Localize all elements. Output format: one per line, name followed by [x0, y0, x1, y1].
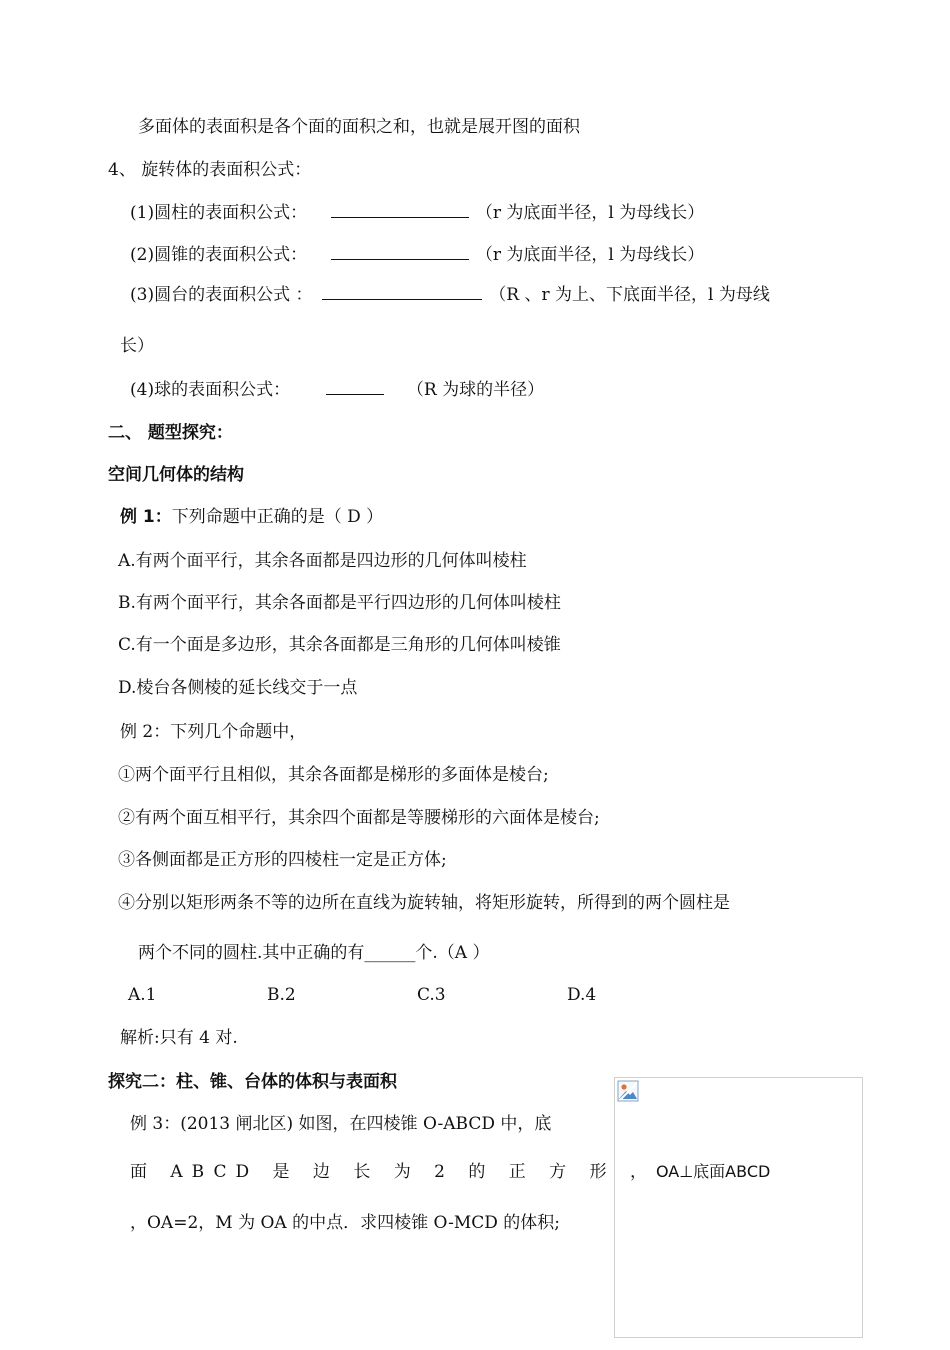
example-3-line-3: ，OA=2，M 为 OA 的中点．求四棱锥 O-MCD 的体积; — [130, 1213, 560, 1233]
example-2-option-a: A.1 — [128, 985, 157, 1005]
formula-frustum-label: (3)圆台的表面积公式 ： — [130, 285, 313, 305]
example-2-statement-4-continued: 两个不同的圆柱.其中正确的有______个.（A ） — [138, 943, 490, 963]
example-3-line-2-formula: OA⊥底面ABCD — [655, 1162, 771, 1181]
formula-cylinder-label: (1)圆柱的表面积公式： — [130, 203, 308, 223]
formula-cone — [130, 243, 704, 266]
example-2-analysis: 解析:只有 4 对. — [120, 1028, 238, 1048]
formula-frustum-blank[interactable] — [322, 283, 482, 300]
example-1-option-c: C.有一个面是多边形，其余各面都是三角形的几何体叫棱锥 — [118, 635, 561, 655]
formula-sphere-blank[interactable] — [326, 378, 384, 395]
example-1-label: 例 1： — [120, 507, 172, 527]
example-2-question: 例 2：下列几个命题中， — [120, 722, 307, 742]
example-2-statement-1: ①两个面平行且相似，其余各面都是梯形的多面体是棱台; — [118, 765, 549, 785]
formula-cone-label: (2)圆锥的表面积公式： — [130, 245, 308, 265]
broken-image-icon — [617, 1080, 639, 1102]
example-2-statement-3: ③各侧面都是正方形的四棱柱一定是正方体; — [118, 850, 447, 870]
subsection-volume-heading: 探究二：柱、锥、台体的体积与表面积 — [108, 1072, 397, 1092]
example-1-option-b: B.有两个面平行，其余各面都是平行四边形的几何体叫棱柱 — [118, 593, 561, 613]
rotation-body-title: 4、 旋转体的表面积公式： — [108, 160, 312, 180]
formula-frustum-continued: 长） — [120, 336, 154, 356]
example-2-statement-2: ②有两个面互相平行，其余四个面都是等腰梯形的六面体是棱台; — [118, 808, 600, 828]
example-1-question — [120, 506, 383, 528]
example-1-option-a: A.有两个面平行，其余各面都是四边形的几何体叫棱柱 — [118, 551, 527, 571]
example-3-line-1: 例 3：(2013 闸北区) 如图，在四棱锥 O-ABCD 中，底 — [130, 1114, 552, 1134]
example-3-line-2-text: 面 ABCD 是 边 长 为 2 的 正 方 形 ， — [130, 1162, 656, 1182]
formula-sphere — [130, 378, 544, 401]
formula-cone-note: （r 为底面半径，l 为母线长） — [475, 245, 705, 265]
formula-sphere-label: (4)球的表面积公式： — [130, 380, 291, 400]
formula-frustum — [130, 283, 770, 306]
example-2-options — [128, 984, 628, 1006]
example-1-option-d: D.棱台各侧棱的延长线交于一点 — [118, 678, 358, 698]
formula-cone-blank[interactable] — [331, 243, 469, 260]
formula-cylinder-blank[interactable] — [331, 201, 469, 218]
pyramid-figure-placeholder — [614, 1077, 863, 1338]
example-2-option-b: B.2 — [267, 985, 296, 1005]
example-2-statement-4: ④分别以矩形两条不等的边所在直线为旋转轴，将矩形旋转，所得到的两个圆柱是 — [118, 893, 730, 913]
subsection-structure-heading: 空间几何体的结构 — [108, 465, 244, 485]
example-1-text: 下列命题中正确的是（ D ） — [171, 507, 384, 527]
formula-sphere-note: （R 为球的半径） — [406, 380, 545, 400]
formula-frustum-note: （R 、r 为上、下底面半径，l 为母线 — [489, 285, 770, 305]
section-two-heading: 二、 题型探究： — [108, 423, 233, 443]
example-2-option-c: C.3 — [417, 985, 446, 1005]
example-2-option-d: D.4 — [567, 985, 597, 1005]
formula-cylinder-note: （r 为底面半径，l 为母线长） — [475, 203, 705, 223]
polyhedron-line: 多面体的表面积是各个面的面积之和，也就是展开图的面积 — [138, 117, 580, 137]
formula-cylinder — [130, 201, 704, 224]
